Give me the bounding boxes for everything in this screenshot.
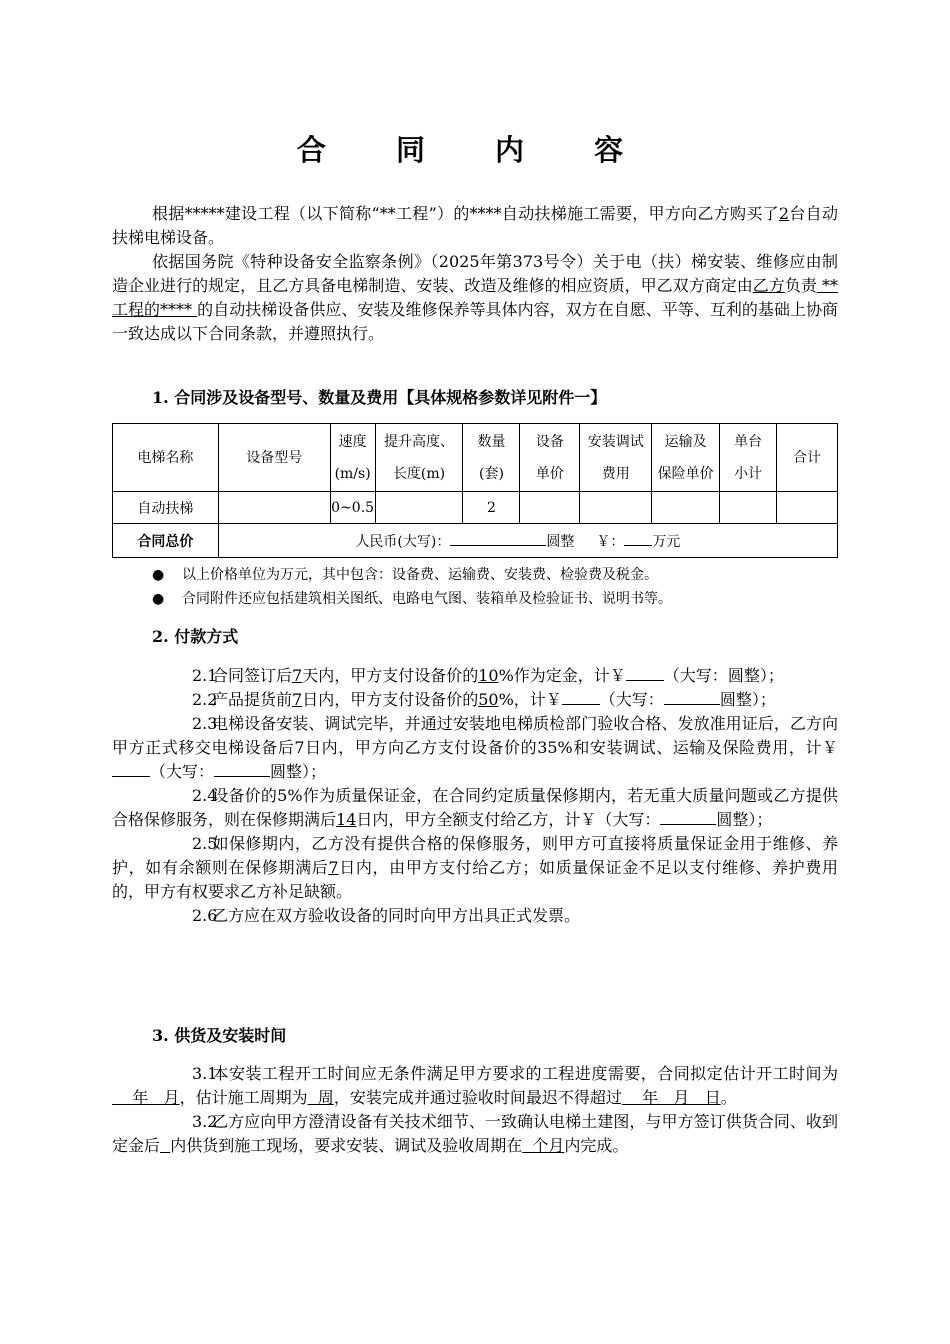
table-cell: 2 <box>463 492 520 524</box>
clause-text: %作为定金，计￥ <box>498 666 626 685</box>
clause-text: 内供货到施工现场，要求安装、调试及验收周期在 <box>170 1136 523 1155</box>
table-cell <box>652 492 720 524</box>
months-value: 个月 <box>522 1136 565 1155</box>
header-cell: 设备 单价 <box>520 424 580 492</box>
equipment-table-wrap <box>112 423 838 558</box>
header-cell: 单台 小计 <box>720 424 777 492</box>
percent-value: 10 <box>478 666 499 685</box>
header-cell: 运输及 保险单价 <box>652 424 720 492</box>
total-text-rmb: 人民币(大写)： <box>355 533 451 550</box>
clause-text: 日内，由甲方支付给乙方；如质量保证金不足以支付维修、养护费用的，甲方有权要求乙方补足缺额。 <box>112 858 838 901</box>
days-value: 7 <box>292 690 303 709</box>
header-cell: 速度 (m/s) <box>330 424 375 492</box>
clause-text: 乙方应向甲方澄清设备有关技术细节、一致确认电梯土建图，与甲方签订供货合同、收到定金后 <box>112 1112 838 1155</box>
clause-text: 日内，甲方支付设备价的 <box>302 690 479 709</box>
clause-text: 设备价的5%作为质量保证金，在合同约定质量保修期内，若无重大质量问题或乙方提供合格保修服务，则在保修期满后 <box>112 786 838 829</box>
intro-text: 根据*****建设工程（以下简称“**工程”）的****自动扶梯施工需要，甲方向乙方购买了 <box>152 204 779 223</box>
amount-words-blank <box>660 810 716 825</box>
table-cell <box>777 492 838 524</box>
clause-text: %，计￥ <box>498 690 562 709</box>
clause-2-1 <box>112 664 838 688</box>
clause-number: 2.1 <box>192 666 218 685</box>
days-value: 7 <box>292 666 303 685</box>
clause-number: 3.1 <box>192 1064 218 1083</box>
clause-2-3 <box>112 712 838 784</box>
clause-text: 内完成。 <box>564 1136 629 1155</box>
responsible-party: 乙方 <box>752 276 785 295</box>
clause-text: 合同签订后 <box>212 666 293 685</box>
table-cell: 自动扶梯 <box>113 492 219 524</box>
percent-value: 50 <box>478 690 499 709</box>
total-amount-blank <box>450 531 546 546</box>
intro-paragraph-1 <box>112 202 838 250</box>
header-cell: 安装调试 费用 <box>580 424 652 492</box>
total-text-cny: ￥： <box>596 533 625 550</box>
total-label: 合同总价 <box>113 524 219 558</box>
clause-text: 圆整）； <box>719 690 776 709</box>
clause-number: 2.3 <box>192 714 218 733</box>
table-cell <box>580 492 652 524</box>
bullet-icon: ● <box>152 567 165 583</box>
delivery-terms <box>112 1062 838 1158</box>
clause-2-6 <box>112 904 838 928</box>
total-text-wan: 万元 <box>652 533 681 550</box>
table-row <box>113 492 838 524</box>
clause-text: ，安装完成并通过验收时间最迟不得超过 <box>333 1088 622 1107</box>
equipment-table <box>112 423 838 558</box>
clause-text: 如保修期内，乙方没有提供合格的保修服务，则甲方可直接将质量保证金用于维修、养护，如有余额则在保修期满后 <box>112 834 838 877</box>
clause-text: （大写： <box>150 762 215 781</box>
clause-text: 电梯设备安装、调试完毕，并通过安装地电梯质检部门验收合格、发放准用证后，乙方向甲方正式移交电梯设备后7日内，甲方向乙方支付设备价的35%和安装调试、运输及保险费用，计￥ <box>112 714 838 757</box>
clause-text: 产品提货前 <box>212 690 293 709</box>
clause-2-5 <box>112 832 838 904</box>
table-cell <box>375 492 463 524</box>
days-value: 14 <box>336 810 357 829</box>
table-cell <box>520 492 580 524</box>
clause-3-2 <box>112 1110 838 1158</box>
clause-text: 日内，甲方全额支付给乙方，计￥（大写： <box>356 810 661 829</box>
delivery-days-value <box>160 1136 170 1155</box>
quantity-value: 2 <box>778 204 790 223</box>
clause-number: 2.2 <box>192 690 218 709</box>
intro-text: 台自动扶梯电梯设备。 <box>112 204 838 247</box>
days-value: 7 <box>328 858 339 877</box>
clause-text: （大写： <box>663 666 728 685</box>
amount-blank <box>562 690 600 705</box>
table-cell <box>218 492 330 524</box>
start-date-value: 年 月 <box>112 1088 180 1107</box>
clause-text: 本安装工程开工时间应无条件满足甲方要求的工程进度需要，合同拟定估计开工时间为 <box>212 1064 838 1083</box>
period-value: 周 <box>307 1088 334 1107</box>
header-cell: 数量 (套) <box>463 424 520 492</box>
section-3-heading: 3. 供货及安装时间 <box>152 1026 287 1045</box>
amount-words-blank <box>214 762 270 777</box>
clause-text: 圆整）； <box>716 810 773 829</box>
clause-text: （大写： <box>599 690 664 709</box>
clause-2-4 <box>112 784 838 832</box>
total-row <box>113 524 838 558</box>
table-cell <box>720 492 777 524</box>
notes <box>112 563 838 611</box>
intro-text: 的自动扶梯设备供应、安装及维修保养等具体内容，双方在自愿、平等、互利的基础上协商一致达成以下合同条款，并遵照执行。 <box>112 300 838 343</box>
header-cell: 设备型号 <box>218 424 330 492</box>
clause-text: ，估计施工周期为 <box>179 1088 308 1107</box>
page-title: 合 同 内 容 <box>296 133 654 167</box>
clause-number: 2.4 <box>192 786 218 805</box>
amount-blank <box>112 762 150 777</box>
clause-text: 乙方应在双方验收设备的同时向甲方出具正式发票。 <box>212 906 581 925</box>
clause-number: 2.5 <box>192 834 218 853</box>
payment-terms <box>112 664 838 928</box>
note-text: 以上价格单位为万元，其中包含：设备费、运输费、安装费、检验费及税金。 <box>182 567 658 583</box>
table-header-row <box>113 424 838 492</box>
clause-text: 圆整）； <box>270 762 327 781</box>
clause-number: 3.2 <box>192 1112 218 1131</box>
header-cell: 电梯名称 <box>113 424 219 492</box>
clause-text: 。 <box>720 1088 737 1107</box>
bullet-icon: ● <box>152 591 165 607</box>
total-value <box>218 524 837 558</box>
table-cell: 0~0.5 <box>330 492 375 524</box>
clause-text: 天内，甲方支付设备价的 <box>302 666 479 685</box>
intro <box>112 202 838 346</box>
section-2-heading: 2. 付款方式 <box>152 627 239 646</box>
deadline-date-value: 年 月 日 <box>621 1088 721 1107</box>
header-cell: 提升高度、 长度(m) <box>375 424 463 492</box>
section-1-heading: 1. 合同涉及设备型号、数量及费用【具体规格参数详见附件一】 <box>152 388 607 407</box>
clause-2-2 <box>112 688 838 712</box>
project-name: **工程的**** <box>112 276 838 319</box>
amount-words-blank <box>664 690 720 705</box>
amount-blank <box>626 666 664 681</box>
total-wan-blank <box>624 531 652 546</box>
clause-text: 圆整）； <box>727 666 784 685</box>
clause-3-1 <box>112 1062 838 1110</box>
note-item <box>112 563 838 587</box>
note-text: 合同附件还应包括建筑相关图纸、电路电气图、装箱单及检验证书、说明书等。 <box>182 591 672 607</box>
intro-text: 负责 <box>784 276 817 295</box>
note-item <box>112 587 838 611</box>
clause-number: 2.6 <box>192 906 218 925</box>
intro-text: 依据国务院《特种设备安全监察条例》（2025年第373号令）关于电（扶）梯安装、维修应由制造企业进行的规定，且乙方具备电梯制造、安装、改造及维修的相应资质，甲乙双方商定由 <box>112 252 838 295</box>
intro-paragraph-2 <box>112 250 838 346</box>
total-text-yuan: 圆整 <box>546 533 575 550</box>
header-cell: 合计 <box>777 424 838 492</box>
